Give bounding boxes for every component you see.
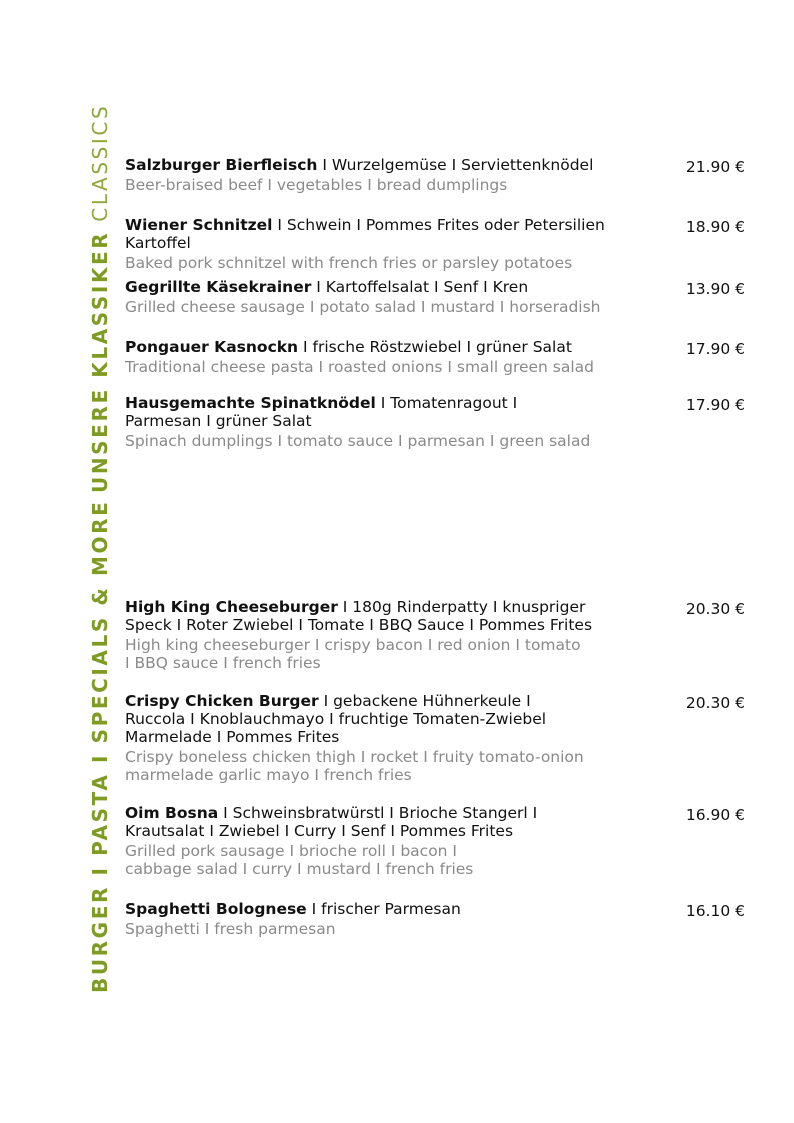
- dish-price: 17.90 €: [685, 396, 745, 414]
- dish-description: Baked pork schnitzel with french fries or parsley potatoes: [125, 254, 573, 272]
- dish-description: Spinach dumplings I tomato sauce I parmesan I green salad: [125, 432, 591, 450]
- dish-price: 21.90 €: [685, 158, 745, 176]
- menu-item: [125, 216, 745, 278]
- dish-description: Beer-braised beef I vegetables I bread dumplings: [125, 176, 508, 194]
- dish-details: I Wurzelgemüse I Serviettenknödel: [317, 156, 594, 174]
- dish-name: Wiener Schnitzel: [125, 216, 273, 234]
- dish-description: Crispy boneless chicken thigh I rocket I fruity tomato-onion marmelade garlic mayo I french fries: [125, 748, 584, 784]
- menu-item: [125, 394, 745, 450]
- dish-details: I frischer Parmesan: [306, 900, 461, 918]
- section-title-classics: [90, 104, 110, 493]
- dish-description: Spaghetti I fresh parmesan: [125, 920, 336, 938]
- dish-description: Grilled cheese sausage I potato salad I mustard I horseradish: [125, 298, 601, 316]
- dish-details: I Schweinsbratwürstl I Brioche Stangerl I Krautsalat I Zwiebel I Curry I Senf I Pommes Frites: [125, 804, 538, 840]
- menu-item: [125, 692, 745, 804]
- section-classics: [125, 156, 745, 450]
- dish-details: I Tomatenragout I Parmesan I grüner Salat: [125, 394, 518, 430]
- dish-price: 17.90 €: [685, 340, 745, 358]
- menu-item: [125, 278, 745, 338]
- dish-description: Grilled pork sausage I brioche roll I bacon I cabbage salad I curry I mustard I french fries: [125, 842, 474, 878]
- dish-details: I 180g Rinderpatty I knuspriger Speck I Roter Zwiebel I Tomate I BBQ Sauce I Pommes Frites: [125, 598, 593, 634]
- dish-details: I Kartoffelsalat I Senf I Kren: [311, 278, 529, 296]
- dish-name: High King Cheeseburger: [125, 598, 338, 616]
- dish-price: 18.90 €: [685, 218, 745, 236]
- dish-name: Salzburger Bierfleisch: [125, 156, 318, 174]
- dish-description: High king cheeseburger I crispy bacon I red onion I tomato I BBQ sauce I french fries: [125, 636, 581, 672]
- dish-name: Hausgemachte Spinatknödel: [125, 394, 376, 412]
- dish-name: Crispy Chicken Burger: [125, 692, 319, 710]
- dish-details: I frische Röstzwiebel I grüner Salat: [298, 338, 572, 356]
- menu-item: [125, 156, 745, 216]
- menu-item: [125, 900, 745, 938]
- dish-name: Gegrillte Käsekrainer: [125, 278, 312, 296]
- section-title-burger: [90, 500, 110, 993]
- section-title-bold: BURGER I PASTA I SPECIALS & MORE: [88, 499, 112, 993]
- dish-name: Oim Bosna: [125, 804, 219, 822]
- menu-item: [125, 804, 745, 900]
- section-burger-pasta: [125, 598, 745, 938]
- dish-details: I gebackene Hühnerkeule I Ruccola I Knoblauchmayo I fruchtige Tomaten-Zwiebel Marmelade I Pommes Frites: [125, 692, 547, 746]
- dish-price: 20.30 €: [685, 600, 745, 618]
- dish-name: Pongauer Kasnockn: [125, 338, 299, 356]
- section-title-bold: UNSERE KLASSIKER: [88, 230, 112, 493]
- section-title-light: CLASSICS: [88, 103, 112, 222]
- dish-name: Spaghetti Bolognese: [125, 900, 307, 918]
- menu-item: [125, 598, 745, 692]
- dish-description: Traditional cheese pasta I roasted onions I small green salad: [125, 358, 595, 376]
- dish-price: 16.90 €: [685, 806, 745, 824]
- dish-price: 13.90 €: [685, 280, 745, 298]
- dish-price: 20.30 €: [685, 694, 745, 712]
- menu-item: [125, 338, 745, 394]
- dish-details: I Schwein I Pommes Frites oder Petersilien Kartoffel: [125, 216, 605, 252]
- dish-price: 16.10 €: [685, 902, 745, 920]
